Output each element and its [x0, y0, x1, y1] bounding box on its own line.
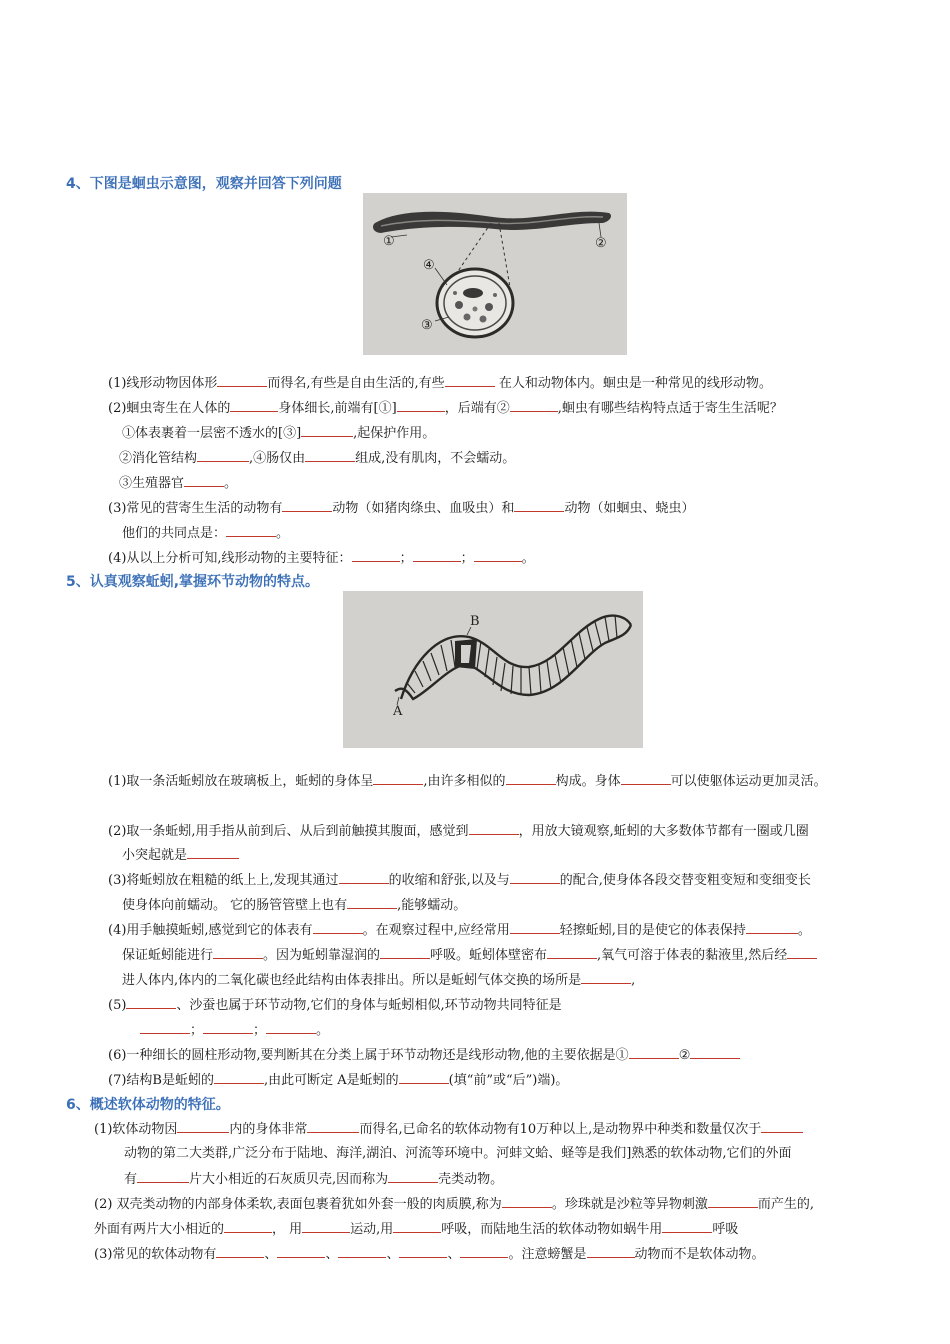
q6-line-5: 外面有两片大小相近的 ， 用 运动,用 呼吸，而陆地生活的软体动物如蜗牛用 呼吸	[94, 1222, 739, 1237]
roundworm-cross-section	[437, 269, 513, 337]
answer-blank[interactable]	[380, 946, 430, 959]
answer-blank[interactable]	[393, 1220, 441, 1233]
q6-heading: 6、概述软体动物的特征。	[66, 1097, 230, 1113]
roundworm-figure	[363, 193, 627, 355]
answer-blank[interactable]	[277, 1245, 325, 1258]
answer-blank[interactable]	[662, 1220, 712, 1233]
q4-line-7: 他们的共同点是： 。	[122, 526, 290, 541]
q5-line-6: (4)用手触摸蚯蚓,感觉到它的体表有 。在观察过程中,应经常用 轻擦蚯蚓,目的是使它的体表保持 。	[108, 923, 811, 938]
answer-blank[interactable]	[502, 1195, 552, 1208]
q6-line-6: (3)常见的软体动物有 、 、 、 、 。注意螃蟹是 动物而不是软体动物。	[94, 1247, 765, 1262]
q4-line-1: (1)线形动物因体形 而得名,有些是自由生活的,有些 在人和动物体内。蛔虫是一种常见的线形动物。	[108, 376, 772, 391]
answer-blank[interactable]	[514, 499, 564, 512]
answer-blank[interactable]	[445, 374, 495, 387]
q5-line-1: (1)取一条活蚯蚓放在玻璃板上，蚯蚓的身体呈 ,由许多相似的 构成。身体 可以使躯体运动更加灵活。	[108, 774, 827, 789]
answer-blank[interactable]	[581, 971, 631, 984]
answer-blank[interactable]	[469, 822, 519, 835]
answer-blank[interactable]	[506, 772, 556, 785]
answer-blank[interactable]	[203, 1021, 253, 1034]
q5-line-3: 小突起就是	[122, 846, 239, 865]
answer-blank[interactable]	[302, 1220, 350, 1233]
earthworm-figure	[343, 591, 643, 748]
figure-label-1: ①	[383, 234, 395, 249]
answer-blank[interactable]	[224, 1220, 272, 1233]
answer-blank[interactable]	[197, 449, 249, 462]
answer-blank[interactable]	[787, 946, 817, 959]
answer-blank[interactable]	[399, 1071, 449, 1084]
q4-line-4: ②消化管结构 ,④肠仅由 组成,没有肌肉，不会蠕动。	[119, 451, 516, 466]
answer-blank[interactable]	[184, 474, 224, 487]
answer-blank[interactable]	[187, 846, 239, 859]
answer-blank[interactable]	[460, 1245, 508, 1258]
answer-blank[interactable]	[137, 1170, 189, 1183]
answer-blank[interactable]	[510, 921, 560, 934]
q6-line-4: (2) 双壳类动物的内部身体柔软,表面包裹着犹如外套一般的肉质膜,称为 。珍珠就是沙粒等异物刺激 而产生的,	[94, 1197, 814, 1212]
answer-blank[interactable]	[629, 1046, 679, 1059]
figure-label-4: ④	[423, 258, 435, 273]
answer-blank[interactable]	[282, 499, 332, 512]
answer-blank[interactable]	[474, 549, 522, 562]
answer-blank[interactable]	[307, 1120, 359, 1133]
answer-blank[interactable]	[217, 374, 267, 387]
answer-blank[interactable]	[126, 996, 176, 1009]
answer-blank[interactable]	[352, 549, 400, 562]
answer-blank[interactable]	[399, 1245, 447, 1258]
q4-line-5: ③生殖器官 。	[119, 476, 238, 491]
figure-label-3: ③	[421, 318, 433, 333]
q5-line-11: (6)一种细长的圆柱形动物,要判断其在分类上属于环节动物还是线形动物,他的主要依据是① ②	[108, 1046, 740, 1065]
answer-blank[interactable]	[587, 1245, 635, 1258]
answer-blank[interactable]	[510, 871, 560, 884]
q4-heading: 4、下图是蛔虫示意图，观察并回答下列问题	[66, 176, 342, 192]
q6-line-3: 有 片大小相近的石灰质贝壳,因而称为 壳类动物。	[124, 1172, 504, 1187]
answer-blank[interactable]	[305, 449, 355, 462]
answer-blank[interactable]	[338, 1245, 386, 1258]
q4-line-8: (4)从以上分析可知,线形动物的主要特征： ； ； 。	[108, 551, 535, 566]
q4-line-2: (2)蛔虫寄生在人体的 身体细长,前端有[①] ，后端有② ,蛔虫有哪些结构特点适于寄生生活呢？	[108, 401, 783, 416]
q5-line-7: 保证蚯蚓能进行 。因为蚯蚓靠湿润的 呼吸。蚯蚓体壁密布 ,氧气可溶于体表的黏液里,然后经	[122, 946, 817, 965]
figure-label-a: A	[393, 704, 403, 719]
answer-blank[interactable]	[177, 1120, 229, 1133]
answer-blank[interactable]	[213, 946, 263, 959]
answer-blank[interactable]	[347, 896, 397, 909]
q4-line-6: (3)常见的营寄生生活的动物有 动物（如猪肉绦虫、血吸虫）和 动物（如蛔虫、蛲虫）	[108, 501, 695, 516]
answer-blank[interactable]	[301, 424, 353, 437]
answer-blank[interactable]	[266, 1021, 316, 1034]
figure-label-2: ②	[595, 236, 607, 251]
answer-blank[interactable]	[510, 399, 558, 412]
q5-line-4: (3)将蚯蚓放在粗糙的纸上上,发现其通过 的收缩和舒张,以及与 的配合,使身体各段交替变粗变短和变细变长	[108, 873, 811, 888]
q5-line-9: (5) 、沙蚕也属于环节动物,它们的身体与蚯蚓相似,环节动物共同特征是	[108, 998, 562, 1013]
answer-blank[interactable]	[547, 946, 597, 959]
answer-blank[interactable]	[313, 921, 363, 934]
q5-line-5: 使身体向前蠕动。 它的肠管管壁上也有 ,能够蠕动。	[122, 898, 467, 913]
answer-blank[interactable]	[397, 399, 445, 412]
q6-line-2: 动物的第二大类群,广泛分布于陆地、海洋,湖泊、河流等环境中。河蚌文蛤、蛏等是我们]熟悉的软体动物,它们的外面	[124, 1146, 792, 1161]
answer-blank[interactable]	[388, 1170, 438, 1183]
answer-blank[interactable]	[226, 524, 276, 537]
answer-blank[interactable]	[140, 1021, 190, 1034]
answer-blank[interactable]	[690, 1046, 740, 1059]
figure-label-b: B	[470, 614, 480, 629]
answer-blank[interactable]	[216, 1245, 264, 1258]
q5-heading: 5、认真观察蚯蚓,掌握环节动物的特点。	[66, 574, 320, 590]
q5-line-12: (7)结构B是蚯蚓的 ,由此可断定 A是蚯蚓的 (填“前”或“后”)端)。	[108, 1073, 569, 1088]
answer-blank[interactable]	[413, 549, 461, 562]
q5-line-2: (2)取一条蚯蚓,用手指从前到后、从后到前触摸其腹面，感觉到 ，用放大镜观察,蚯蚓的大多数体节都有一圈或几圈	[108, 824, 809, 839]
answer-blank[interactable]	[746, 921, 798, 934]
answer-blank[interactable]	[214, 1071, 264, 1084]
answer-blank[interactable]	[373, 772, 423, 785]
answer-blank[interactable]	[708, 1195, 758, 1208]
q5-line-10: ； ； 。	[140, 1021, 329, 1040]
answer-blank[interactable]	[230, 399, 278, 412]
q5-line-8: 进人体内,体内的二氧化碳也经此结构由体表排出。所以是蚯蚓气体交换的场所是 ,	[122, 973, 636, 988]
q6-line-1: (1)软体动物因 内的身体非常 而得名,已命名的软体动物有10万种以上,是动物界中种类和数量仅次于	[94, 1120, 803, 1139]
answer-blank[interactable]	[761, 1120, 803, 1133]
q4-line-3: ①体表裹着一层密不透水的[③] ,起保护作用。	[122, 426, 436, 441]
answer-blank[interactable]	[621, 772, 671, 785]
answer-blank[interactable]	[339, 871, 389, 884]
